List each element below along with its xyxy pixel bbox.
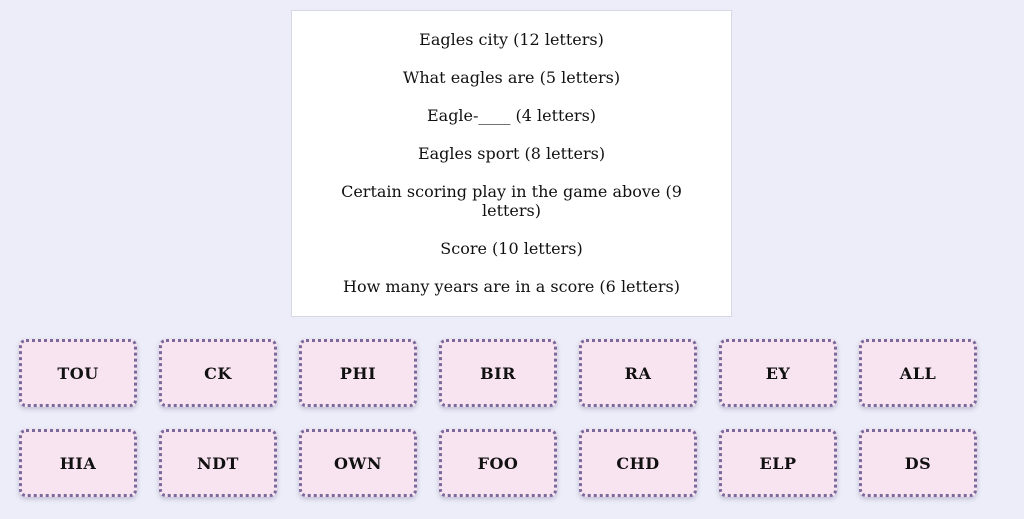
clue: Eagle-____ (4 letters)	[426, 106, 597, 125]
clue: Eagles sport (8 letters)	[417, 144, 606, 163]
letter-tiles	[19, 339, 999, 519]
clue: Score (10 letters)	[440, 239, 583, 258]
tile-row	[19, 339, 999, 407]
letter-tile[interactable]: TOU	[19, 339, 137, 407]
clue: Certain scoring play in the game above (9 letters)	[341, 182, 682, 220]
letter-tile[interactable]: RA	[579, 339, 697, 407]
letter-tile[interactable]: ALL	[859, 339, 977, 407]
letter-tile[interactable]: EY	[719, 339, 837, 407]
letter-tile[interactable]: OWN	[299, 429, 417, 497]
letter-tile[interactable]: PHI	[299, 339, 417, 407]
clue: Eagles city (12 letters)	[419, 30, 604, 49]
letter-tile[interactable]: NDT	[159, 429, 277, 497]
letter-tile[interactable]: CK	[159, 339, 277, 407]
letter-tile[interactable]: FOO	[439, 429, 557, 497]
clue: How many years are in a score (6 letters)	[343, 277, 680, 296]
letter-tile[interactable]: HIA	[19, 429, 137, 497]
tile-row	[19, 429, 999, 497]
letter-tile[interactable]: ELP	[719, 429, 837, 497]
letter-tile[interactable]: DS	[859, 429, 977, 497]
letter-tile[interactable]: BIR	[439, 339, 557, 407]
clue: What eagles are (5 letters)	[402, 68, 621, 87]
clues-panel	[291, 10, 732, 317]
letter-tile[interactable]: CHD	[579, 429, 697, 497]
